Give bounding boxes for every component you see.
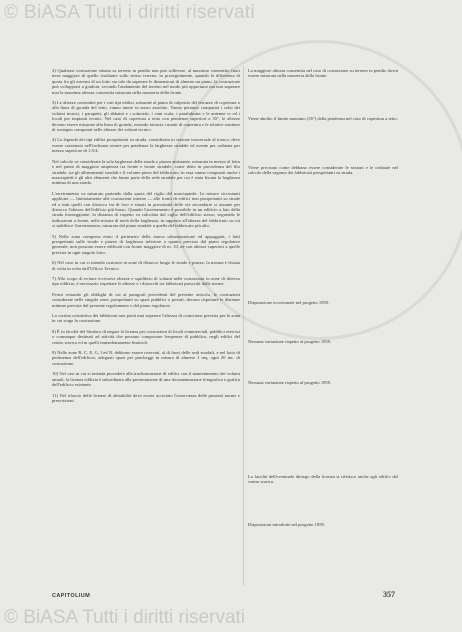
paragraph: 7) Allo scopo di evitare eccessive altezze e squilibrio di volumi nelle costruzioni in zone di diverso tipo edilizio, è necessario rispettare le altezze e i distacchi tra fabbricati prescritti dalle norme.: [52, 276, 240, 287]
paragraph: 4) La legenda dei tipi edilizi prospettanti su strada, considerata in sezione trasversale al tronco, deve essere contenuta nell'inclinata avente per pendenza la larghezza stradale ed avente per ordinata per mezzo superiore di 1:5/4.: [52, 137, 240, 154]
paragraph: 2) Qualsiasi costruzione situata su terreno in pendio non può sollevare, al massimo consentito fuori terra maggiore di quello risultante sullo stesso terreno, in proseguimento, quando la differenza di quota fra gli estremi di un lotto sia tale da superare le dimensioni di almeno un piano, la costruzione può svilupparsi a gradoni, secondo l'andamento del terreno nel modo più opportuno ma non superare mai la massima altezza consentita misurata nella mezzeria della fronte.: [52, 68, 240, 95]
watermark-bottom: © BiASA Tutti i diritti riservati: [4, 607, 246, 628]
paragraph: L'arretramento va misurato partendo dalla quota del ciglio del marciapiede. Le misure circostanti applicate — limitatamente alle costruzioni interne — alle fronti di edifici non prospettanti su strade ed a tutti quelli con distacco fra di loro e situati in prossimità delle vie secondarie si assume per distacco l'altezza dell'edificio più basso. Quando l'arretramento è possibile in un edificio a lato della strada fronteggiante, la distanza di rispetto va calcolata dal ciglio dell'edificio stesso, seguendo le indicazioni a fronte, nella misura di metà della larghezza, in rapporto all'altezza del fabbricato su cui si stabilisce l'arretramento, misurata dal piano stradale a quella del fabbricato più alto.: [52, 190, 240, 229]
page-number: 357: [383, 590, 395, 599]
paragraph: La cortina costruttiva dei fabbricati non potrà mai superare l'altezza di cornicione prevista per la zona in cui sorge la costruzione.: [52, 313, 240, 324]
watermark-top: © BiASA Tutti i diritti riservati: [4, 2, 255, 23]
margin-note: Disposizioni introdotte nel progetto 1959.: [248, 522, 325, 527]
column-divider: [243, 66, 244, 586]
journal-title: CAPITOLIUM: [52, 593, 91, 599]
paragraph: 6) Nel caso in cui si intenda costruire in zone di distacco lungo le strade e piazze, la misura è fissata di volta in volta dall'Ufficio Tecnico.: [52, 260, 240, 271]
paragraph: 5) Nella zona compresa entro il perimetro della nuova urbanizzazione ed appoggiati, i lotti prospettanti sulle strade e piazze di larghezza inferiore a quanto previsto dal piano regolatore generale, non possono essere edificati con fronte maggiore di m. 10, né con altezze superiori a quelle previste in ogni singolo lotto.: [52, 233, 240, 255]
margin-note: Nessuna variazione rispetto al progetto 1959.: [248, 339, 332, 344]
paragraph: 8) È in facoltà del Sindaco di negare la licenza per costruzioni di locali commerciali, pubblici esercizi o comunque destinati ad attività che possano comportare frequenze di pubblico, negli edifici del centro storico ed in quelli immediatamente limitrofi.: [52, 328, 240, 345]
paragraph: Fermi restando gli obblighi di cui ai paragrafi precedenti del presente articolo, le costruzioni considerate nelle singole zone, prospettanti su spazi pubblici o privati, devono rispettare le distanze minime previste dal presente regolamento e dal piano regolatore.: [52, 291, 240, 308]
paragraph: Nel calcolo va considerata la sola larghezza della strada o piazza antistante, misurata in mezzo al lotto e nel punto di maggiore ampiezza tra fronte e fronte stradale, come detto in precedenza del filo stradale, tra gli allineamenti stradali e il volume pieno del fabbricato; in essa vanno computati anche i marciapiedi e gli altri elementi che fanno parte della sede stradale per cui è stata fissata la larghezza minima di una strada.: [52, 158, 240, 186]
paragraph: 11) Nel rilascio delle licenze di abitabilità deve essere accertato l'osservanza delle presenti norme e prescrizioni.: [52, 392, 240, 403]
main-text-column: [52, 68, 240, 408]
paragraph: 3) Le altezze consentite per i vari tipi edilizi, misurate al piano di calpestio del terrazzo di copertura o alla linea di gronda del tetto, vanno intese in senso assoluto. Vanno pertanto computati i solai dei volumi tecnici, i parapetti, gli abbaini e i sottotetti, i vani scala, i parafulmini e le antenne tv ed i locali per impianti tecnici. Nel caso di copertura a tetto con pendenze superiori a 35°, le altezze devono essere misurate alla linea di gronda, essendo tuttavia i manti di copertura e le relative strutture di sostegno computati nelle altezze dei volumi tecnici.: [52, 100, 240, 133]
margin-note: La facoltà dell'eventuale diniego della licenza si riferisce anche agli edifici del centro storico.: [248, 474, 398, 485]
paragraph: 10) Nei casi in cui si intenda procedere alla trasformazione di edifici con il mantenimento dei volumi attuali, la licenza edilizia è subordinata alla presentazione di una documentazione fotografica e grafica dell'edificio esistente.: [52, 371, 240, 388]
margin-note: Viene abolito il limite massimo (35°) della pendenza nel caso di copertura a tetto.: [248, 116, 398, 121]
margin-note: La maggiore altezza consentita nel caso di costruzione su terreno in pendio dovrà essere misurata nella mezzeria della fronte.: [248, 68, 398, 79]
margin-note: Nessuna variazione rispetto al progetto 1959.: [248, 380, 332, 385]
margin-note: Disposizione eccezionale nel progetto 1959.: [248, 300, 330, 305]
paragraph: 9) Nelle zone R, C, E, G, I ed N, debbono essere riservati, al di fuori delle sedi stradali, e nel lotto di pertinenza dell'edificio, adeguati spazi per parcheggi in misura di almeno 1 mq. ogni 20 mc. di costruzione.: [52, 350, 240, 366]
margin-note: Viene precisato come debbano essere considerate le sezioni e le ordinate nel calcolo della sagoma dei fabbricati prospettanti su strada.: [248, 165, 398, 176]
